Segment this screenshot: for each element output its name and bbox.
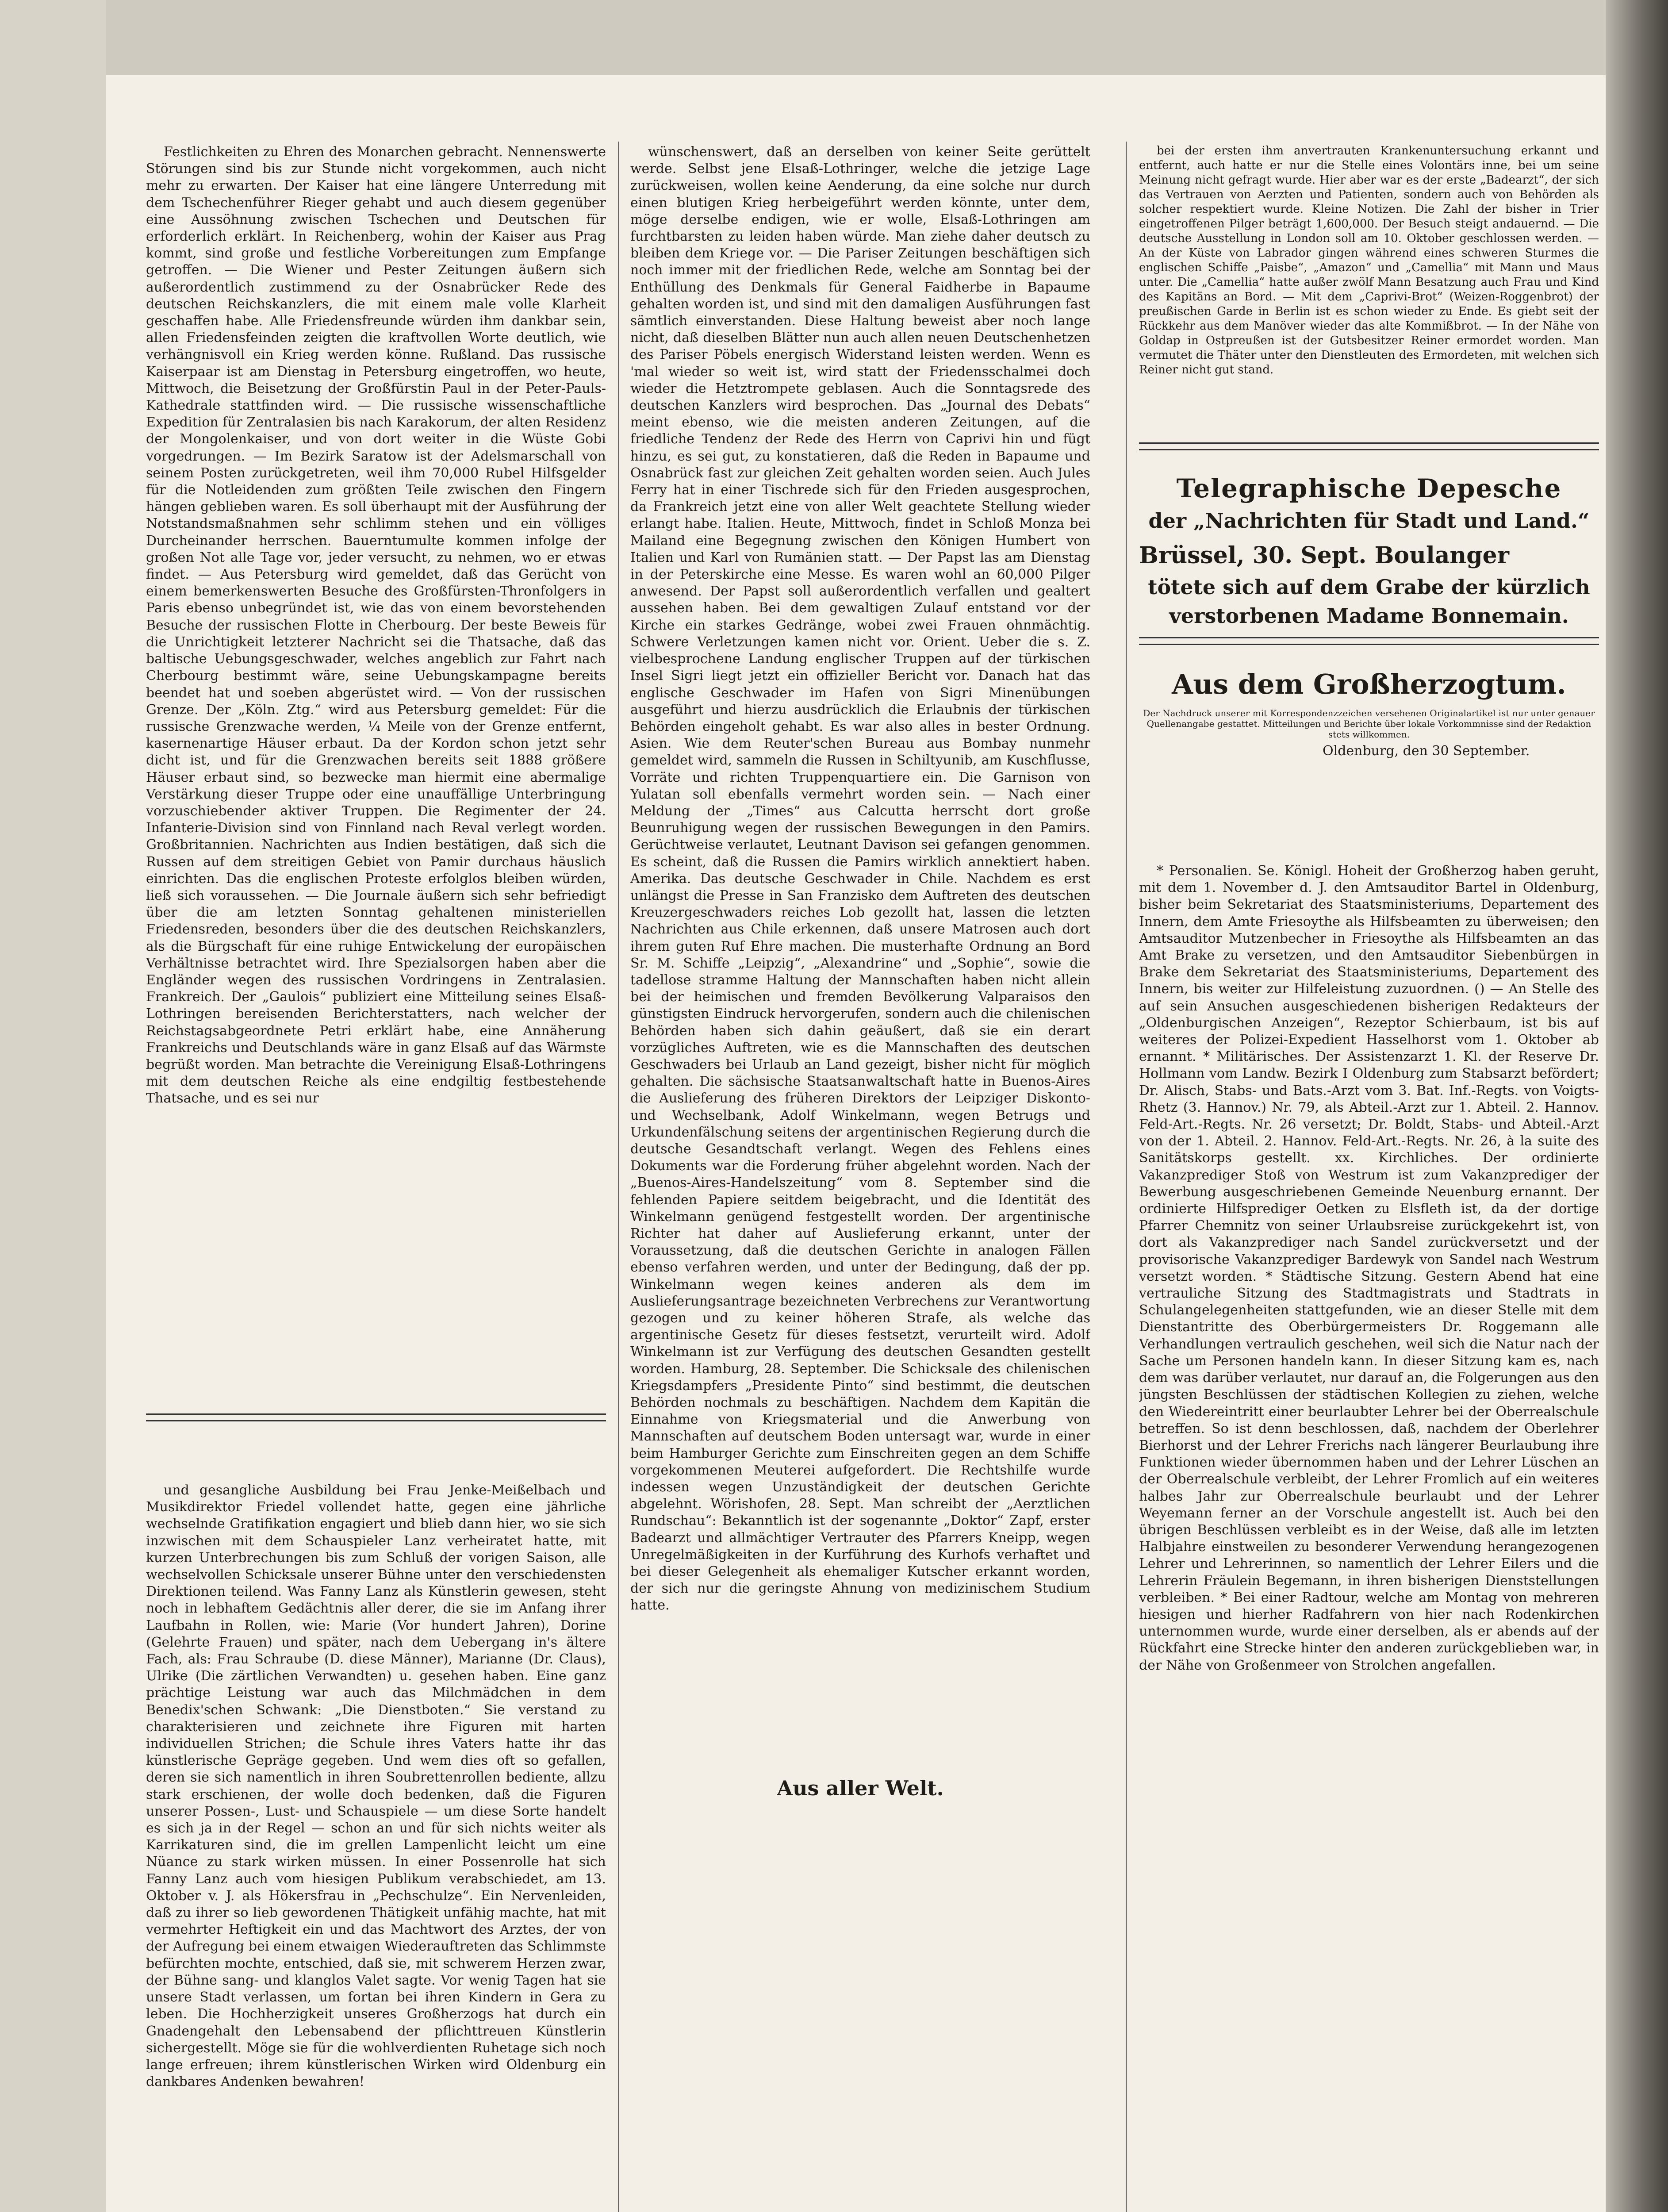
column-1-top: Festlichkeiten zu Ehren des Monarchen gebracht. Nennenswerte Störungen sind bis zur Stunde nicht vorgekommen, auch nicht mehr zu erwarten. Der Kaiser hat eine längere Unterredung mit dem Tschechenführer Rieger gehabt und auch diesem gegenüber eine Aussöhnung zwischen Tschechen und Deutschen für erforderlich erklärt. In Reichenberg, wohin der Kaiser aus Prag kommt, sind große und festliche Vorbereitungen zum Empfange getroffen. — Die Wiener und Pester Zeitungen äußern sich außerordentlich zustimmend zu der Osnabrücker Rede des deutschen Reichskanzlers, die mit einem male volle Klarheit geschaffen habe. Alle Friedensfreunde würden ihm dankbar sein, allen Friedensfeinden zeigten die kraftvollen Worte deutlich, wie verhängnisvoll ein Krieg werden könne. Rußland. Das russische Kaiserpaar ist am Dienstag in Petersburg eingetroffen, wo heute, Mittwoch, die Beisetzung der Großfürstin Paul in der Peter-Pauls-Kathedrale stattfinden wird. — Die russische wissenschaftliche Expedition für Zentralasien bis nach Karakorum, der alten Residenz der Mongolenkaiser, und von dort weiter in die Wüste Gobi vorgedrungen. — Im Bezirk Saratow ist der Adelsmarschall von seinem Posten zurückgetreten, weil ihm 70,000 Rubel Hilfsgelder für die Notleidenden zum größten Teile zwischen den Fingern hängen geblieben waren. Es soll überhaupt mit der Ausführung der Notstandsmaßnahmen sehr schlimm stehen und ein völliges Durcheinander herrschen. Bauerntumulte kommen infolge der großen Not alle Tage vor, jeder versucht, zu nehmen, wo er etwas findet. — Aus Petersburg wird gemeldet, daß das Gerücht von einem bemerkenswerten Besuche des Großfürsten-Thronfolgers in Paris ebenso unbegründet ist, wie das von einem bevorstehenden Besuche der russischen Flotte in Cherbourg. Der beste Beweis für die Unrichtigkeit letzterer Nachricht sei die Thatsache, daß das baltische Uebungsgeschwader, welches angeblich zur Fahrt nach Cherbourg bestimmt wäre, seine Uebungskampagne bereits beendet hat und soeben abgerüstet wird. — Von der russischen Grenze. Der „Köln. Ztg.“ wird aus Petersburg gemeldet: Für die russische Grenzwache werden, ¼ Meile von der Grenze entfernt, kasernenartige Häuser erbaut. Da der Kordon schon jetzt sehr dicht ist, und für die Grenzwachen bereits seit 1888 größere Häuser erbaut sind, so bezwecke man hiermit eine abermalige Verstärkung dieser Truppe oder eine unauffällige Unterbringung vorzuschiebender aktiver Truppen. Die Regimenter der 24. Infanterie-Division sind von Finnland nach Reval verlegt worden. Großbritannien. Nachrichten aus Indien bestätigen, daß sich die Russen auf dem streitigen Gebiet von Pamir durchaus häuslich einrichten. Das die englischen Proteste erfolglos bleiben würden, ließ sich voraussehen. — Die Journale äußern sich sehr befriedigt über die am letzten Sonntag gehaltenen ministeriellen Friedensreden, besonders über die des deutschen Reichskanzlers, als die Bürgschaft für eine ruhige Entwickelung der europäischen Verhältnisse betrachtet wird. Ihre Spezialsorgen haben aber die Engländer wegen des russischen Vordringens in Zentralasien. Frankreich. Der „Gaulois“ publiziert eine Mitteilung seines Elsaß-Lothringen bereisenden Berichterstatters, nach welcher der Reichstagsabgeordnete Petri erklärt habe, eine Annäherung Frankreichs und Deutschlands wäre in ganz Elsaß auf das Wärmste begrüßt worden. Man betrachte die Vereinigung Elsaß-Lothringens mit dem deutschen Reiche als eine endgiltig festbestehende Thatsache, und es sei nur [146,144,606,1106]
section-divider [146,1413,606,1421]
aus-aller-welt-heading: Aus aller Welt. [777,1776,944,1800]
column-3-bottom: * Personalien. Se. Königl. Hoheit der Großherzog haben geruht, mit dem 1. November d. J. den Amtsauditor Bartel in Oldenburg, bisher beim Sekretariat des Staatsministeriums, Departement des Innern, dem Amte Friesoythe als Hilfsbeamten zu überweisen; den Amtsauditor Mutzenbecher in Friesoythe als Hilfsbeamten an das Amt Brake zu versetzen, und den Amtsauditor Siebenbürgen in Brake dem Sekretariat des Staatsministeriums, Departement des Innern, bis weiter zur Hilfeleistung zuzuordnen. () — An Stelle des auf sein Ansuchen ausgeschiedenen bisherigen Redakteurs der „Oldenburgischen Anzeigen“, Rezeptor Schierbaum, ist bis auf weiteres der Polizei-Expedient Hasselhorst vom 1. Oktober ab ernannt. * Militärisches. Der Assistenzarzt 1. Kl. der Reserve Dr. Hollmann vom Landw. Bezirk I Oldenburg zum Stabsarzt befördert; Dr. Alisch, Stabs- und Bats.-Arzt vom 3. Bat. Inf.-Regts. von Voigts-Rhetz (3. Hannov.) Nr. 79, als Abteil.-Arzt zur 1. Abteil. 2. Hannov. Feld-Art.-Regts. Nr. 26 versetzt; Dr. Boldt, Stabs- und Abteil.-Arzt von der 1. Abteil. 2. Hannov. Feld-Art.-Regts. Nr. 26, à la suite des Sanitätskorps gestellt. xx. Kirchliches. Der ordinierte Vakanzprediger Stoß von Westrum ist zum Vakanzprediger der Bewerbung ausgeschriebenen Gemeinde Neuenburg ernannt. Der ordinierte Hilfsprediger Oetken zu Elsfleth ist, da der dortige Pfarrer Chemnitz von seiner Urlaubsreise zurückgekehrt ist, von dort als Vakanzprediger nach Sandel zurückversetzt und der provisorische Vakanzprediger Bardewyk von Sandel nach Westrum versetzt worden. * Städtische Sitzung. Gestern Abend hat eine vertrauliche Sitzung des Stadtmagistrats und Stadtrats in Schulangelegenheiten stattgefunden, wie an dieser Stelle mit dem Dienstantritte des Oberbürgermeisters Dr. Roggemann alle Verhandlungen vertraulich geschehen, weil sich die Natur nach der Sache um Personen handeln kann. In dieser Sitzung kam es, nach dem was darüber verlautet, nur darauf an, die Folgerungen aus den jüngsten Beschlüssen der städtischen Kollegien zu ziehen, welche den Wiedereintritt einer beurlaubter Lehrer bei der Oberrealschule betreffen. So ist denn beschlossen, daß, nachdem der Oberlehrer Bierhorst und der Lehrer Frerichs nach längerer Beurlaubung ihre Funktionen wieder übernommen haben und der Lehrer Lüschen an der Oberrealschule verbleibt, der Lehrer Fromlich auf ein weiteres halbes Jahr zur Oberrealschule beurlaubt und der Lehrer Weyemann ferner an der Vorschule angestellt ist. Auch bei den übrigen Beschlüssen verbleibt es in der Weise, daß alle im letzten Halbjahre einstweilen zu besonderer Verwendung herangezogenen Lehrer und Lehrerinnen, so namentlich der Lehrer Eilers und die Lehrerin Fräulein Begemann, in ihren bisherigen Dienststellungen verbleiben. * Bei einer Radtour, welche am Montag von mehreren hiesigen und hierher Radfahrern von hier nach Rodenkirchen unternommen wurde, wurde einer derselben, als er abends auf der Rückfahrt eine Strecke hinter den anderen zurückgeblieben war, in der Nähe von Großenmeer von Strolchen angefallen. [1139,863,1599,1673]
telegram-line-3: verstorbenen Madame Bonnemain. [1169,604,1569,628]
page-edge [0,0,106,2212]
column-rule-1 [618,142,619,2212]
telegram-title: Telegraphische Depesche [1176,473,1562,503]
section-title-grossherzogtum: Aus dem Großherzogtum. [1172,668,1566,700]
dateline: Oldenburg, den 30 September. [1323,743,1530,759]
telegram-line-1: Brüssel, 30. Sept. Boulanger [1139,542,1510,569]
column-rule-2 [1126,142,1127,2212]
telegram-line-2: tötete sich auf dem Grabe der kürzlich [1148,575,1590,599]
column-3-top: bei der ersten ihm anvertrauten Krankenuntersuchung erkannt und entfernt, auch hatte er nur die Stelle eines Volontärs inne, bei um seine Meinung nicht gefragt wurde. Hier aber war es der erste „Badearzt“, der sich das Vertrauen von Aerzten und Patienten, sondern auch von Behörden als solcher respektiert wurde. Kleine Notizen. Die Zahl der bisher in Trier eingetroffenen Pilger beträgt 1,600,000. Der Besuch steigt andauernd. — Die deutsche Ausstellung in London soll am 10. Oktober geschlossen werden. — An der Küste von Labrador gingen während eines schweren Sturmes die englischen Schiffe „Paisbe“, „Amazon“ und „Camellia“ mit Mann und Maus unter. Die „Camellia“ hatte außer zwölf Mann Besatzung auch Frau und Kind des Kapitäns an Bord. — Mit dem „Caprivi-Brot“ (Weizen-Roggenbrot) der preußischen Garde in Berlin ist es schon wieder zu Ende. Es giebt seit der Rückkehr aus dem Manöver wieder das alte Kommißbrot. — In der Nähe von Goldap in Ostpreußen ist der Gutsbesitzer Reiner ermordet worden. Man vermutet die Thäter unter den Dienstleuten des Ermordeten, mit welchen sich Reiner nicht gut stand. [1139,144,1599,376]
column-2: wünschenswert, daß an derselben von keiner Seite gerüttelt werde. Selbst jene Elsaß-Lothringer, welche die jetzige Lage zurückweisen, wollen keine Aenderung, da eine solche nur durch einen blutigen Krieg herbeigeführt werden könnte, unter dem, möge derselbe endigen, wie er wolle, Elsaß-Lothringen am furchtbarsten zu leiden haben würde. Man ziehe daher deutsch zu bleiben dem Kriege vor. — Die Pariser Zeitungen beschäftigen sich noch immer mit der friedlichen Rede, welche am Sonntag bei der Enthüllung des Denkmals für General Faidherbe in Bapaume gehalten worden ist, und sind mit den damaligen Ausführungen fast sämtlich einverstanden. Diese Haltung beweist aber noch lange nicht, daß dieselben Blätter nun auch allen neuen Deutschenhetzen des Pariser Pöbels energisch Widerstand leisten werden. Wenn es 'mal wieder so weit ist, wird statt der Friedensschalmei doch wieder die Hetztrompete geblasen. Auch die Sonntagsrede des deutschen Kanzlers wird besprochen. Das „Journal des Debats“ meint ebenso, wie die meisten anderen Zeitungen, auf die friedliche Tendenz der Rede des Herrn von Caprivi hin und fügt hinzu, es sei gut, zu konstatieren, daß die Reden in Bapaume und Osnabrück fast zur gleichen Zeit gehalten worden seien. Auch Jules Ferry hat in einer Tischrede sich für den Frieden ausgesprochen, da Frankreich jetzt eine von aller Welt geachtete Stellung wieder erlangt habe. Italien. Heute, Mittwoch, findet in Schloß Monza bei Mailand eine Begegnung zwischen den Königen Humbert von Italien und Karl von Rumänien statt. — Der Papst las am Dienstag in der Peterskirche eine Messe. Es waren wohl an 60,000 Pilger anwesend. Der Papst soll außerordentlich verfallen und gealtert aussehen haben. Bei dem gewaltigen Zulauf entstand vor der Kirche ein starkes Gedränge, wobei zwei Frauen ohnmächtig. Schwere Verletzungen kamen nicht vor. Orient. Ueber die s. Z. vielbesprochene Landung englischer Truppen auf der türkischen Insel Sigri liegt jetzt ein offizieller Bericht vor. Danach hat das englische Geschwader im Hafen von Sigri Minenübungen ausgeführt und hierzu ausdrücklich die Erlaubnis der türkischen Behörden eingeholt gehabt. Es war also alles in bester Ordnung. Asien. Wie dem Reuter'schen Bureau aus Bombay nunmehr gemeldet wird, sammeln die Russen in Schiltyunib, am Kuschflusse, Vorräte und richten Truppenquartiere ein. Die Garnison von Yulatan soll ebenfalls vermehrt worden sein. — Nach einer Meldung der „Times“ aus Calcutta herrscht dort große Beunruhigung wegen der russischen Bewegungen in den Pamirs. Gerüchtweise verlautet, Leutnant Davison sei gefangen genommen. Es scheint, daß die Russen die Pamirs wirklich annektiert haben. Amerika. Das deutsche Geschwader in Chile. Nachdem es erst unlängst die Presse in San Franzisko dem Auftreten des deutschen Kreuzergeschwaders reiches Lob gezollt hat, lassen die letzten Nachrichten aus Chile erkennen, daß unsere Matrosen auch dort ihrem guten Ruf Ehre machen. Die musterhafte Ordnung an Bord Sr. M. Schiffe „Leipzig“, „Alexandrine“ und „Sophie“, sowie die tadellose stramme Haltung der Mannschaften haben nicht allein bei der heimischen und fremden Bevölkerung Valparaisos den günstigsten Eindruck hervorgerufen, sondern auch die chilenischen Behörden haben sich dahin geäußert, daß sie ein derart vorzügliches Auftreten, wie es die Mannschaften des deutschen Geschwaders bei Urlaub an Land gezeigt, bisher nicht für möglich gehalten. Die sächsische Staatsanwaltschaft hatte in Buenos-Aires die Auslieferung des früheren Direktors der Leipziger Diskonto- und Wechselbank, Adolf Winkelmann, wegen Betrugs und Urkundenfälschung seitens der argentinischen Regierung durch die deutsche Gesandtschaft verlangt. Wegen des Fehlens eines Dokuments war die Forderung früher abgelehnt worden. Nach der „Buenos-Aires-Handelszeitung“ vom 8. September sind die fehlenden Papiere seitdem beigebracht, und die Identität des Winkelmann genügend festgestellt worden. Der argentinische Richter hat daher auf Auslieferung erkannt, unter der Voraussetzung, daß die deutschen Gerichte in analogen Fällen ebenso verfahren werden, und unter der Bedingung, daß der pp. Winkelmann wegen keines anderen als dem im Auslieferungsantrage bezeichneten Verbrechens zur Verantwortung gezogen und zu keiner höheren Strafe, als welche das argentinische Gesetz für dieses festsetzt, verurteilt wird. Adolf Winkelmann ist zur Verfügung des deutschen Gesandten gestellt worden. Hamburg, 28. September. Die Schicksale des chilenischen Kriegsdampfers „Presidente Pinto“ sind bestimmt, die deutschen Behörden nochmals zu beschäftigen. Nachdem dem Kapitän die Einnahme von Kriegsmaterial und die Anwerbung von Mannschaften auf deutschem Boden untersagt war, wurde in einer beim Hamburger Gerichte zum Einschreiten gegen an dem Schiffe vorgekommenen Meuterei aufgefordert. Die Rechtshilfe wurde indessen wegen Unzuständigkeit der deutschen Gerichte abgelehnt. Wörishofen, 28. Sept. Man schreibt der „Aerztlichen Rundschau“: Bekanntlich ist der sogenannte „Doktor“ Zapf, erster Badearzt und allmächtiger Vertrauter des Pfarrers Kneipp, wegen Unregelmäßigkeiten in der Kurführung des Kurhofs verhaftet und bei dieser Gelegenheit als ehemaliger Kutscher erkannt worden, der sich nur die geringste Ahnung von medizinischem Studium hatte. [630,144,1090,1613]
book-binding [1606,0,1668,2212]
telegram-bottom-rule [1139,637,1599,645]
telegram-subtitle: der „Nachrichten für Stadt und Land.“ [1148,509,1590,533]
telegram-top-rule [1139,442,1599,450]
reprint-note: Der Nachdruck unserer mit Korrespondenzzeichen versehenen Originalartikel ist nur unter genauer Quellenangabe gestattet. Mitteilungen und Berichte über lokale Vorkommnisse sind der Redaktion stets willkommen. [1143,708,1595,740]
column-1-bottom: und gesangliche Ausbildung bei Frau Jenke-Meißelbach und Musikdirektor Friedel vollendet hatte, gegen eine jährliche wechselnde Gratifikation engagiert und blieb dann hier, wo sie sich inzwischen mit dem Schauspieler Lanz verheiratet hatte, mit kurzen Unterbrechungen bis zum Schluß der vorigen Saison, alle wechselvollen Schicksale unserer Bühne unter den verschiedensten Direktionen teilend. Was Fanny Lanz als Künstlerin gewesen, steht noch in lebhaftem Gedächtnis aller derer, die sie im Anfang ihrer Laufbahn in Rollen, wie: Marie (Vor hundert Jahren), Dorine (Gelehrte Frauen) und später, nach dem Uebergang in's ältere Fach, als: Frau Schraube (D. diese Männer), Marianne (Dr. Claus), Ulrike (Die zärtlichen Verwandten) u. gesehen haben. Eine ganz prächtige Leistung war auch das Milchmädchen in dem Benedix'schen Schwank: „Die Dienstboten.“ Sie verstand zu charakterisieren und zeichnete ihre Figuren mit harten individuellen Strichen; die Schule ihres Vaters hatte ihr das künstlerische Gepräge gegeben. Und wem dies oft so gefallen, deren sie sich namentlich in ihren Soubrettenrollen bediente, allzu stark erschienen, der wolle doch bedenken, daß die Figuren unserer Possen-, Lust- und Schauspiele — um diese Sorte handelt es sich ja in der Regel — schon an und für sich nichts weiter als Karrikaturen sind, die im grellen Lampenlicht leicht um eine Nüance zu stark wirken müssen. In einer Possenrolle hat sich Fanny Lanz auch vom hiesigen Publikum verabschiedet, am 13. Oktober v. J. als Hökersfrau in „Pechschulze“. Ein Nervenleiden, daß zu ihrer so lieb gewordenen Thätigkeit unfähig machte, hat mit vermehrter Heftigkeit ein und das Machtwort des Arztes, der von der Aufregung bei einem etwaigen Wiederauftreten das Schlimmste befürchten mochte, entschied, daß sie, mit schwerem Herzen zwar, der Bühne sang- und klanglos Valet sagte. Vor wenig Tagen hat sie unsere Stadt verlassen, um fortan bei ihren Kindern in Gera zu leben. Die Hochherzigkeit unseres Großherzogs hat durch ein Gnadengehalt den Lebensabend der pflichttreuen Künstlerin sichergestellt. Möge sie für die wohlverdienten Ruhetage sich noch lange erfreuen; ihrem künstlerischen Wirken wird Oldenburg ein dankbares Andenken bewahren! [146,1482,606,2090]
